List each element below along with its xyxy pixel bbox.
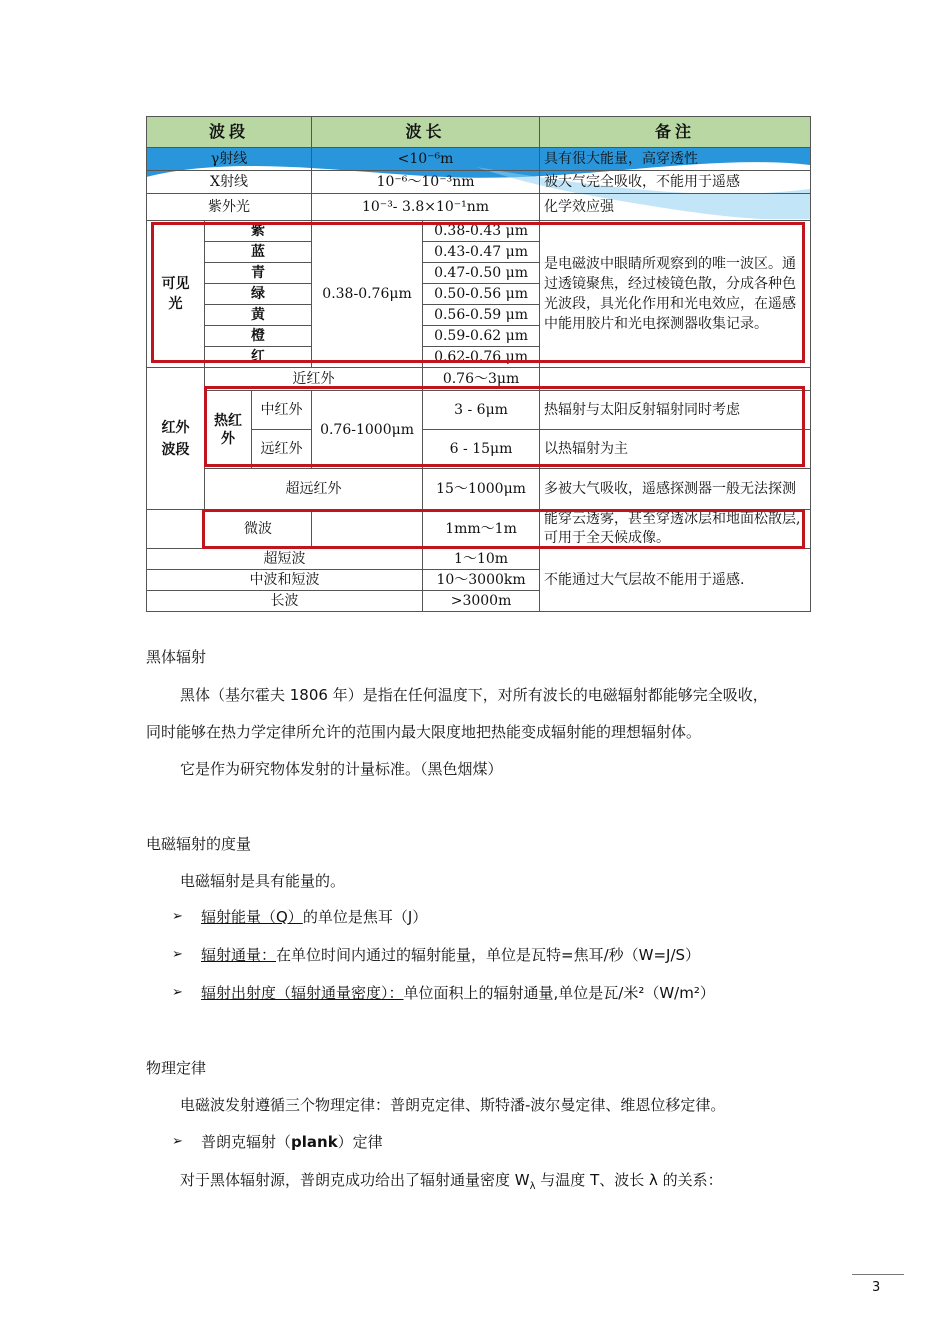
- spectrum-grid: [146, 116, 811, 612]
- measure-heading: 电磁辐射的度量: [146, 835, 252, 853]
- visible-range: 0.38-0.76μm: [312, 221, 423, 368]
- far-ir-note: 以热辐射为主: [540, 430, 811, 469]
- table-row: [147, 469, 811, 510]
- note-cell: 被大气完全吸收，不能用于遥感: [540, 171, 811, 194]
- table-row: [147, 510, 811, 549]
- color-name: 绿: [205, 284, 312, 305]
- thermal-ir-label: 热红外: [205, 391, 252, 469]
- radio-name: 中波和短波: [147, 570, 423, 591]
- table-row: [147, 549, 811, 570]
- radio-wavelength: 1～10m: [423, 549, 540, 570]
- measure-intro: 电磁辐射是具有能量的。: [180, 872, 346, 890]
- microwave-name: 微波: [205, 510, 312, 549]
- mid-ir-note: 热辐射与太阳反射辐射同时考虑: [540, 391, 811, 430]
- bullet-arrow-icon: ➢: [172, 909, 183, 924]
- wavelength-cell: 10⁻³- 3.8×10⁻¹nm: [312, 194, 540, 221]
- infrared-range: 0.76-1000μm: [312, 391, 423, 469]
- list-item: [201, 944, 700, 966]
- far-ir-wavelength: 6 - 15μm: [423, 430, 540, 469]
- radio-name: 超短波: [147, 549, 423, 570]
- laws-intro: 电磁波发射遵循三个物理定律：普朗克定律、斯特潘-波尔曼定律、维恩位移定律。: [180, 1096, 726, 1114]
- desc-radiant-flux: 在单位时间内通过的辐射能量，单位是瓦特=焦耳/秒（W=J/S）: [276, 946, 701, 964]
- desc-radiant-exitance: 单位面积上的辐射通量,单位是瓦/米²（W/m²）: [403, 984, 715, 1002]
- planck-subscript: λ: [529, 1181, 536, 1192]
- color-wavelength: 0.56-0.59 μm: [423, 305, 540, 326]
- desc-radiant-energy: 的单位是焦耳（J）: [302, 908, 428, 926]
- near-ir-note: [540, 368, 811, 391]
- band-cell: γ射线: [147, 148, 312, 171]
- color-wavelength: 0.50-0.56 μm: [423, 284, 540, 305]
- mid-ir-name: 中红外: [252, 391, 312, 430]
- ultra-ir-wavelength: 15～1000μm: [423, 469, 540, 510]
- table-row: [147, 368, 811, 391]
- table-row: [147, 221, 811, 242]
- ultra-ir-name: 超远红外: [205, 469, 423, 510]
- table-row: [147, 148, 811, 171]
- page-number: 3: [872, 1280, 881, 1295]
- visible-group-label: 可见光: [147, 221, 205, 368]
- note-cell: 具有很大能量，高穿透性: [540, 148, 811, 171]
- radio-wavelength: >3000m: [423, 591, 540, 612]
- empty-cell: [147, 510, 205, 549]
- header-band: 波段: [147, 117, 312, 148]
- blackbody-paragraph-line2: 同时能够在热力学定律所允许的范围内最大限度地把热能变成辐射能的理想辐射体。: [146, 723, 702, 741]
- term-radiant-exitance: 辐射出射度（辐射通量密度）：: [201, 984, 404, 1002]
- term-radiant-flux: 辐射通量：: [201, 946, 277, 964]
- note-cell: 化学效应强: [540, 194, 811, 221]
- color-wavelength: 0.59-0.62 μm: [423, 326, 540, 347]
- radio-note: 不能通过大气层故不能用于遥感.: [540, 549, 811, 612]
- near-ir-name: 近红外: [205, 368, 423, 391]
- color-wavelength: 0.43-0.47 μm: [423, 242, 540, 263]
- color-wavelength: 0.47-0.50 μm: [423, 263, 540, 284]
- radio-name: 长波: [147, 591, 423, 612]
- planck-title-b: plank: [291, 1133, 338, 1151]
- color-name: 黄: [205, 305, 312, 326]
- table-row: [147, 171, 811, 194]
- far-ir-name: 远红外: [252, 430, 312, 469]
- color-name: 青: [205, 263, 312, 284]
- color-name: 橙: [205, 326, 312, 347]
- planck-text-b: 与温度 T、波长 λ 的关系：: [535, 1171, 723, 1189]
- band-cell: 紫外光: [147, 194, 312, 221]
- blackbody-paragraph-2: 它是作为研究物体发射的计量标准。（黑色烟煤）: [180, 760, 503, 778]
- footer-rule: [852, 1274, 904, 1275]
- list-item: [201, 982, 715, 1004]
- planck-text: [180, 1169, 723, 1198]
- list-item: [201, 906, 427, 928]
- wavelength-cell: <10⁻⁶m: [312, 148, 540, 171]
- term-radiant-energy: 辐射能量（Q）: [201, 908, 303, 926]
- color-name: 紫: [205, 221, 312, 242]
- visible-note: 是电磁波中眼睛所观察到的唯一波区。通过透镜聚焦，经过棱镜色散，分成各种色光波段，具光化作用和光电效应，在遥感中能用胶片和光电探测器收集记录。: [540, 221, 811, 368]
- spectrum-table: [146, 116, 810, 610]
- table-header-row: [147, 117, 811, 148]
- band-cell: X射线: [147, 171, 312, 194]
- table-row: [147, 391, 811, 430]
- near-ir-wavelength: 0.76～3μm: [423, 368, 540, 391]
- planck-title-a: 普朗克辐射（: [201, 1133, 292, 1151]
- blackbody-heading: 黑体辐射: [146, 648, 207, 666]
- mid-ir-wavelength: 3 - 6μm: [423, 391, 540, 430]
- planck-title-c: ）定律: [337, 1133, 383, 1151]
- header-note: 备注: [540, 117, 811, 148]
- blackbody-paragraph-line1: 黑体（基尔霍夫 1806 年）是指在任何温度下，对所有波长的电磁辐射都能够完全吸收，: [180, 686, 768, 704]
- header-wavelength: 波长: [312, 117, 540, 148]
- microwave-wavelength: 1mm～1m: [423, 510, 540, 549]
- color-wavelength: 0.62-0.76 μm: [423, 347, 540, 368]
- wavelength-cell: 10⁻⁶～10⁻³nm: [312, 171, 540, 194]
- color-name: 蓝: [205, 242, 312, 263]
- ultra-ir-note: 多被大气吸收，遥感探测器一般无法探测: [540, 469, 811, 510]
- planck-title: [201, 1131, 383, 1153]
- bullet-arrow-icon: ➢: [172, 947, 183, 962]
- laws-heading: 物理定律: [146, 1059, 207, 1077]
- infrared-group-label: 红外波段: [147, 368, 205, 510]
- bullet-arrow-icon: ➢: [172, 1134, 183, 1149]
- radio-wavelength: 10～3000km: [423, 570, 540, 591]
- table-row: [147, 194, 811, 221]
- microwave-note: 能穿云透雾，甚至穿透冰层和地面松散层,可用于全天候成像。: [540, 510, 811, 549]
- planck-text-a: 对于黑体辐射源，普朗克成功给出了辐射通量密度 W: [180, 1171, 530, 1189]
- color-wavelength: 0.38-0.43 μm: [423, 221, 540, 242]
- bullet-arrow-icon: ➢: [172, 985, 183, 1000]
- empty-cell: [312, 510, 423, 549]
- color-name: 红: [205, 347, 312, 368]
